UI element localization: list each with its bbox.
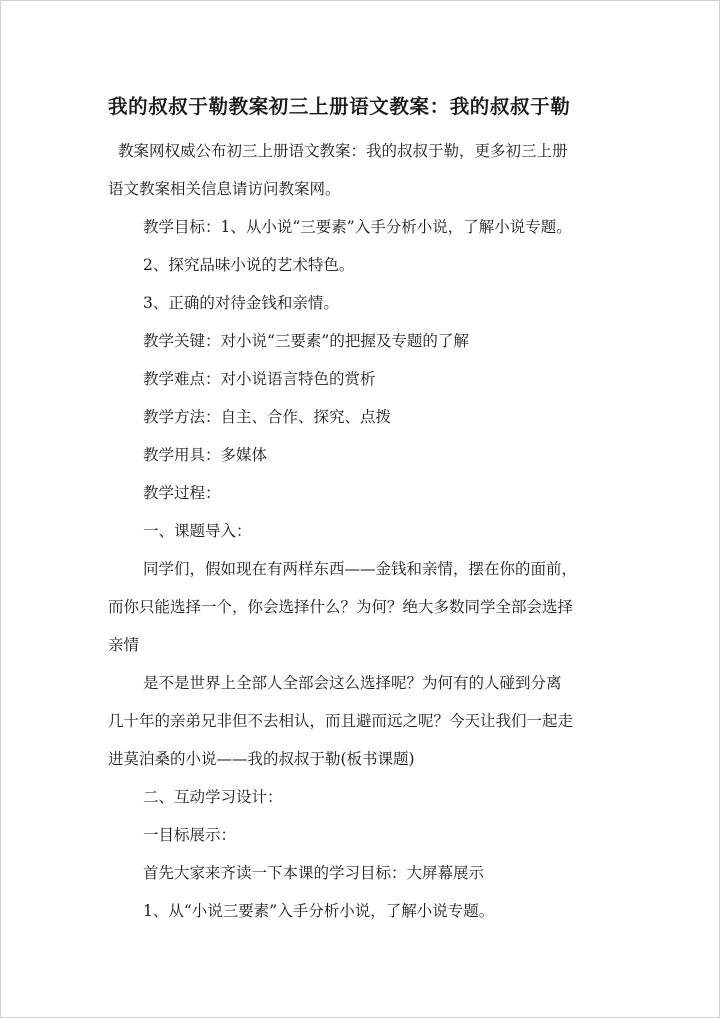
intro-story-line-2: 而你只能选择一个，你会选择什么？为何？绝大多数同学全部会选择 [108,598,574,616]
tools-paragraph [108,436,618,474]
intro-story-cont [108,588,618,664]
read-goals-paragraph [108,854,618,892]
subsection-1: 一目标展示： [143,826,237,844]
section-2: 二、互动学习设计： [143,788,283,806]
question-paragraph [108,664,618,702]
objective-3-paragraph [108,284,618,322]
question-cont [108,702,618,778]
difficulty-paragraph [108,360,618,398]
key-point: 教学关键：对小说“三要素”的把握及专题的了解 [143,332,469,350]
method: 教学方法：自主、合作、探究、点拨 [143,408,392,426]
process: 教学过程： [143,484,221,502]
intro-line-2: 语文教案相关信息请访问教案网。 [108,180,341,198]
intro-paragraph [108,132,618,170]
question-line-2: 几十年的亲弟兄非但不去相认，而且避而远之呢？今天让我们一起走 [108,712,574,730]
document-title: 我的叔叔于勒教案初三上册语文教案：我的叔叔于勒 [108,95,571,118]
key-point-paragraph [108,322,618,360]
difficulty: 教学难点：对小说语言特色的赏析 [143,370,376,388]
section-1-heading [108,512,618,550]
question-line-3: 进莫泊桑的小说——我的叔叔于勒(板书课题) [108,750,415,768]
read-goals: 首先大家来齐读一下本课的学习目标：大屏幕展示 [143,864,485,882]
objective-3: 3、正确的对待金钱和亲情。 [143,294,339,312]
objective-paragraph [108,208,618,246]
intro-line-1: 教案网权威公布初三上册语文教案：我的叔叔于勒，更多初三上册 [118,142,568,160]
tools: 教学用具：多媒体 [143,446,268,464]
goal-1-paragraph [108,892,618,930]
subsection-1-heading [108,816,618,854]
process-paragraph [108,474,618,512]
objective-2: 2、探究品味小说的艺术特色。 [143,256,355,274]
intro-paragraph-cont [108,170,618,208]
intro-story-line-3: 亲情 [108,636,140,654]
section-1: 一、课题导入： [143,522,252,540]
objective-2-paragraph [108,246,618,284]
intro-story-paragraph [108,550,618,588]
method-paragraph [108,398,618,436]
document-body [108,132,618,930]
section-2-heading [108,778,618,816]
intro-story-line-1: 同学们，假如现在有两样东西——金钱和亲情，摆在你的面前， [143,560,578,578]
goal-1: 1、从“小说三要素”入手分析小说，了解小说专题。 [143,902,495,920]
question-line-1: 是不是世界上全部人全部会这么选择呢？为何有的人碰到分离 [143,674,562,692]
objective-line: 教学目标：1、从小说“三要素”入手分析小说，了解小说专题。 [143,218,572,236]
